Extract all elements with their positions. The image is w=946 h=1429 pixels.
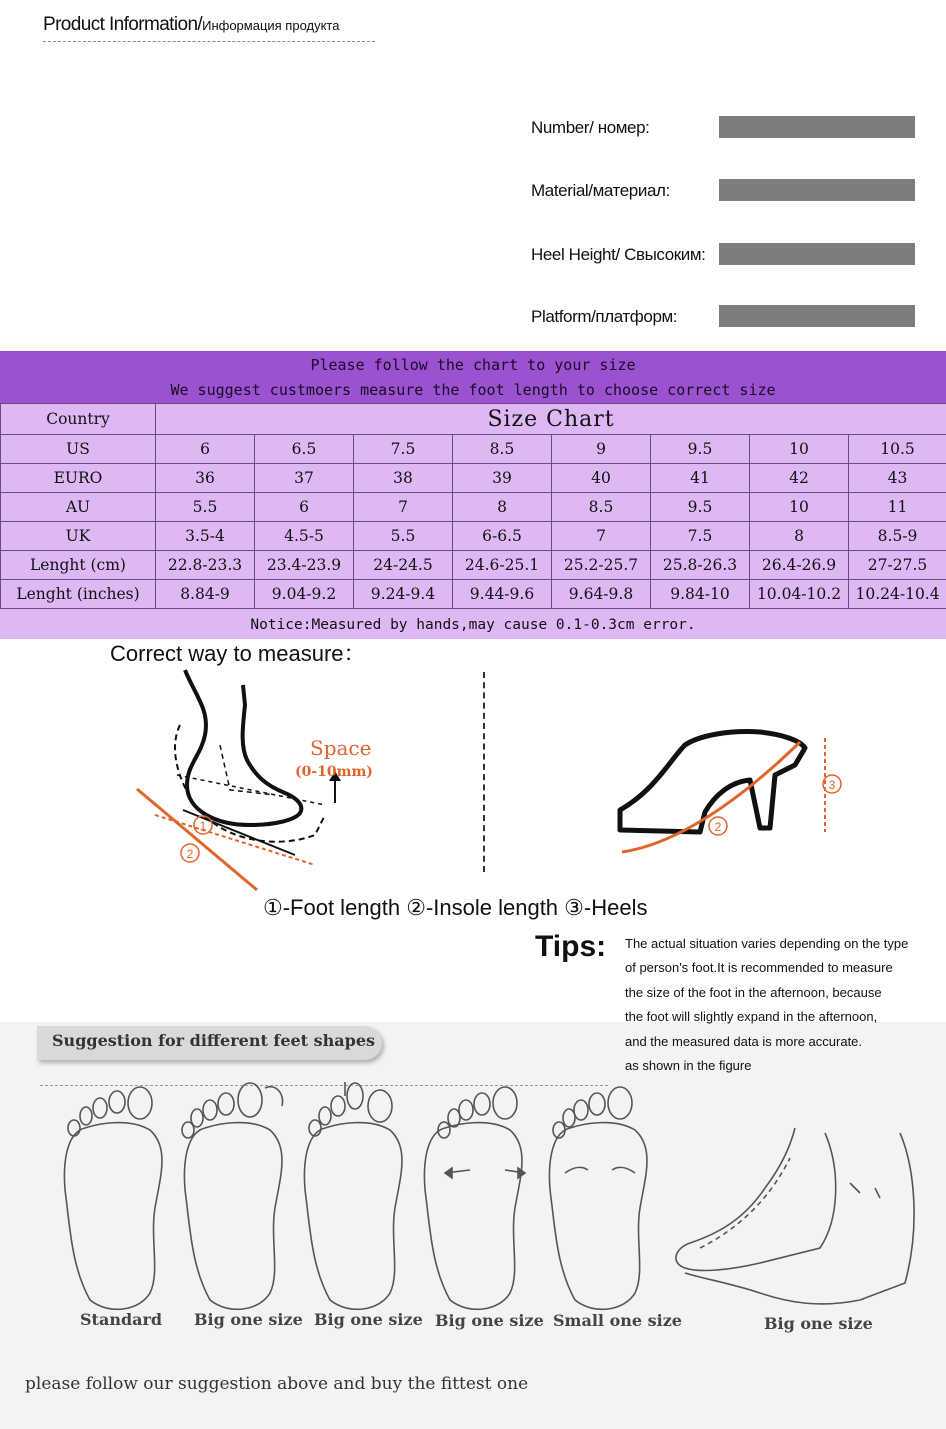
footer-note: please follow our suggestion above and buy the fittest one — [25, 1374, 529, 1394]
product-info-row — [531, 243, 915, 267]
banner-line-2: We suggest custmoers measure the foot length to choose correct size — [170, 381, 776, 399]
foot-label: Small one size — [553, 1311, 682, 1330]
foot-outline — [185, 670, 301, 825]
product-info-row — [531, 179, 915, 203]
tips-line: The actual situation varies depending on the type — [625, 936, 909, 951]
table-cell: 43 — [849, 464, 946, 493]
platform-label: Platform/платформ: — [531, 307, 678, 326]
table-row — [1, 435, 946, 464]
banner-line-1: Please follow the chart to your size — [310, 356, 636, 374]
row-label: EURO — [1, 464, 156, 493]
table-cell: 10.24-10.4 — [849, 580, 946, 609]
foot-standard-icon — [64, 1087, 161, 1309]
table-cell: 9 — [552, 435, 651, 464]
foot-wide-icon — [424, 1087, 525, 1309]
foot-high-instep-icon — [676, 1128, 914, 1304]
foot-big-toe-raised-icon — [182, 1083, 283, 1309]
table-cell: 10.5 — [849, 435, 946, 464]
table-header-row — [1, 404, 946, 435]
marker-2: 2 — [186, 847, 194, 861]
heel-height-value-bar — [719, 243, 915, 265]
size-chart-title: Size Chart — [156, 404, 946, 435]
foot-label: Big one size — [314, 1310, 423, 1329]
high-heel-shoe-icon — [620, 732, 805, 832]
space-label: Space — [310, 736, 372, 760]
marker-3: 3 — [828, 778, 836, 792]
product-info-row — [531, 305, 915, 329]
table-cell: 9.5 — [651, 493, 750, 522]
tips-line: and the measured data is more accurate. — [625, 1034, 863, 1049]
table-cell: 7 — [552, 522, 651, 551]
table-cell: 8.5-9 — [849, 522, 946, 551]
foot-measure-illustration — [125, 665, 395, 895]
foot-label: Big one size — [764, 1314, 873, 1333]
table-cell: 6.5 — [255, 435, 354, 464]
table-cell: 10 — [750, 435, 849, 464]
row-label: Lenght (cm) — [1, 551, 156, 580]
row-label: AU — [1, 493, 156, 522]
number-value-bar — [719, 116, 915, 138]
table-cell: 7.5 — [651, 522, 750, 551]
table-cell: 23.4-23.9 — [255, 551, 354, 580]
platform-value-bar — [719, 305, 915, 327]
table-cell: 8 — [750, 522, 849, 551]
table-cell: 6-6.5 — [453, 522, 552, 551]
table-cell: 42 — [750, 464, 849, 493]
table-cell: 10.04-10.2 — [750, 580, 849, 609]
tips-line: of person's foot.It is recommended to measure — [625, 960, 893, 975]
material-label: Material/материал: — [531, 181, 670, 200]
table-cell: 25.8-26.3 — [651, 551, 750, 580]
row-label: UK — [1, 522, 156, 551]
table-cell: 36 — [156, 464, 255, 493]
product-info-title-en: Product Information/ — [43, 14, 203, 35]
size-table — [0, 403, 946, 609]
space-range: (0-10mm) — [295, 764, 373, 780]
table-cell: 41 — [651, 464, 750, 493]
table-cell: 9.24-9.4 — [354, 580, 453, 609]
table-cell: 6 — [156, 435, 255, 464]
table-cell: 7 — [354, 493, 453, 522]
title-underline — [43, 41, 375, 42]
table-cell: 7.5 — [354, 435, 453, 464]
table-cell: 27-27.5 — [849, 551, 946, 580]
table-row — [1, 464, 946, 493]
table-row — [1, 580, 946, 609]
table-cell: 38 — [354, 464, 453, 493]
table-cell: 9.84-10 — [651, 580, 750, 609]
row-label: US — [1, 435, 156, 464]
table-cell: 8.84-9 — [156, 580, 255, 609]
marker-1: 1 — [199, 819, 207, 833]
table-cell: 8.5 — [453, 435, 552, 464]
table-row — [1, 493, 946, 522]
table-cell: 24.6-25.1 — [453, 551, 552, 580]
table-cell: 9.64-9.8 — [552, 580, 651, 609]
table-cell: 11 — [849, 493, 946, 522]
measure-legend: ①-Foot length ②-Insole length ③-Heels — [263, 895, 648, 920]
tips-label: Tips: — [535, 930, 607, 963]
product-info-row — [531, 116, 915, 140]
table-cell: 8.5 — [552, 493, 651, 522]
foot-shapes-illustration — [0, 1078, 946, 1318]
table-cell: 9.5 — [651, 435, 750, 464]
product-info-title-ru: Информация продукта — [202, 18, 340, 33]
table-cell: 9.04-9.2 — [255, 580, 354, 609]
feet-shapes-heading: Suggestion for different feet shapes — [52, 1031, 376, 1050]
insole-length-line — [137, 789, 257, 890]
measure-title: Correct way to measure： — [110, 641, 366, 666]
heel-height-label: Heel Height/ Свысоким: — [531, 245, 706, 264]
foot-narrow-icon — [549, 1087, 646, 1309]
product-info-title — [43, 14, 339, 36]
tips-line: the size of the foot in the afternoon, because — [625, 985, 882, 1000]
marker-2: 2 — [714, 820, 722, 834]
number-label: Number/ номер: — [531, 118, 650, 137]
table-cell: 37 — [255, 464, 354, 493]
foot-long-second-toe-icon — [304, 1082, 401, 1309]
table-cell: 3.5-4 — [156, 522, 255, 551]
insole-outline-dashed — [220, 745, 275, 795]
table-row — [1, 551, 946, 580]
table-cell: 6 — [255, 493, 354, 522]
row-label: Lenght (inches) — [1, 580, 156, 609]
table-cell: 40 — [552, 464, 651, 493]
table-cell: 5.5 — [354, 522, 453, 551]
foot-label: Big one size — [435, 1311, 544, 1330]
material-value-bar — [719, 179, 915, 201]
size-chart-banner — [0, 351, 946, 403]
table-cell: 9.44-9.6 — [453, 580, 552, 609]
table-cell: 4.5-5 — [255, 522, 354, 551]
table-cell: 25.2-25.7 — [552, 551, 651, 580]
table-cell: 22.8-23.3 — [156, 551, 255, 580]
table-cell: 26.4-26.9 — [750, 551, 849, 580]
foot-label: Big one size — [194, 1310, 303, 1329]
tips-line: the foot will slightly expand in the afternoon, — [625, 1009, 878, 1024]
section-divider — [483, 672, 485, 872]
tips-line: as shown in the figure — [625, 1058, 752, 1073]
table-cell: 5.5 — [156, 493, 255, 522]
table-cell: 10 — [750, 493, 849, 522]
foot-label: Standard — [80, 1310, 163, 1329]
heel-measure-illustration — [600, 720, 850, 870]
table-cell: 39 — [453, 464, 552, 493]
measurement-notice: Notice:Measured by hands,may cause 0.1-0.3cm error. — [250, 617, 696, 633]
table-row — [1, 522, 946, 551]
country-header: Country — [1, 404, 156, 435]
table-cell: 24-24.5 — [354, 551, 453, 580]
table-cell: 8 — [453, 493, 552, 522]
